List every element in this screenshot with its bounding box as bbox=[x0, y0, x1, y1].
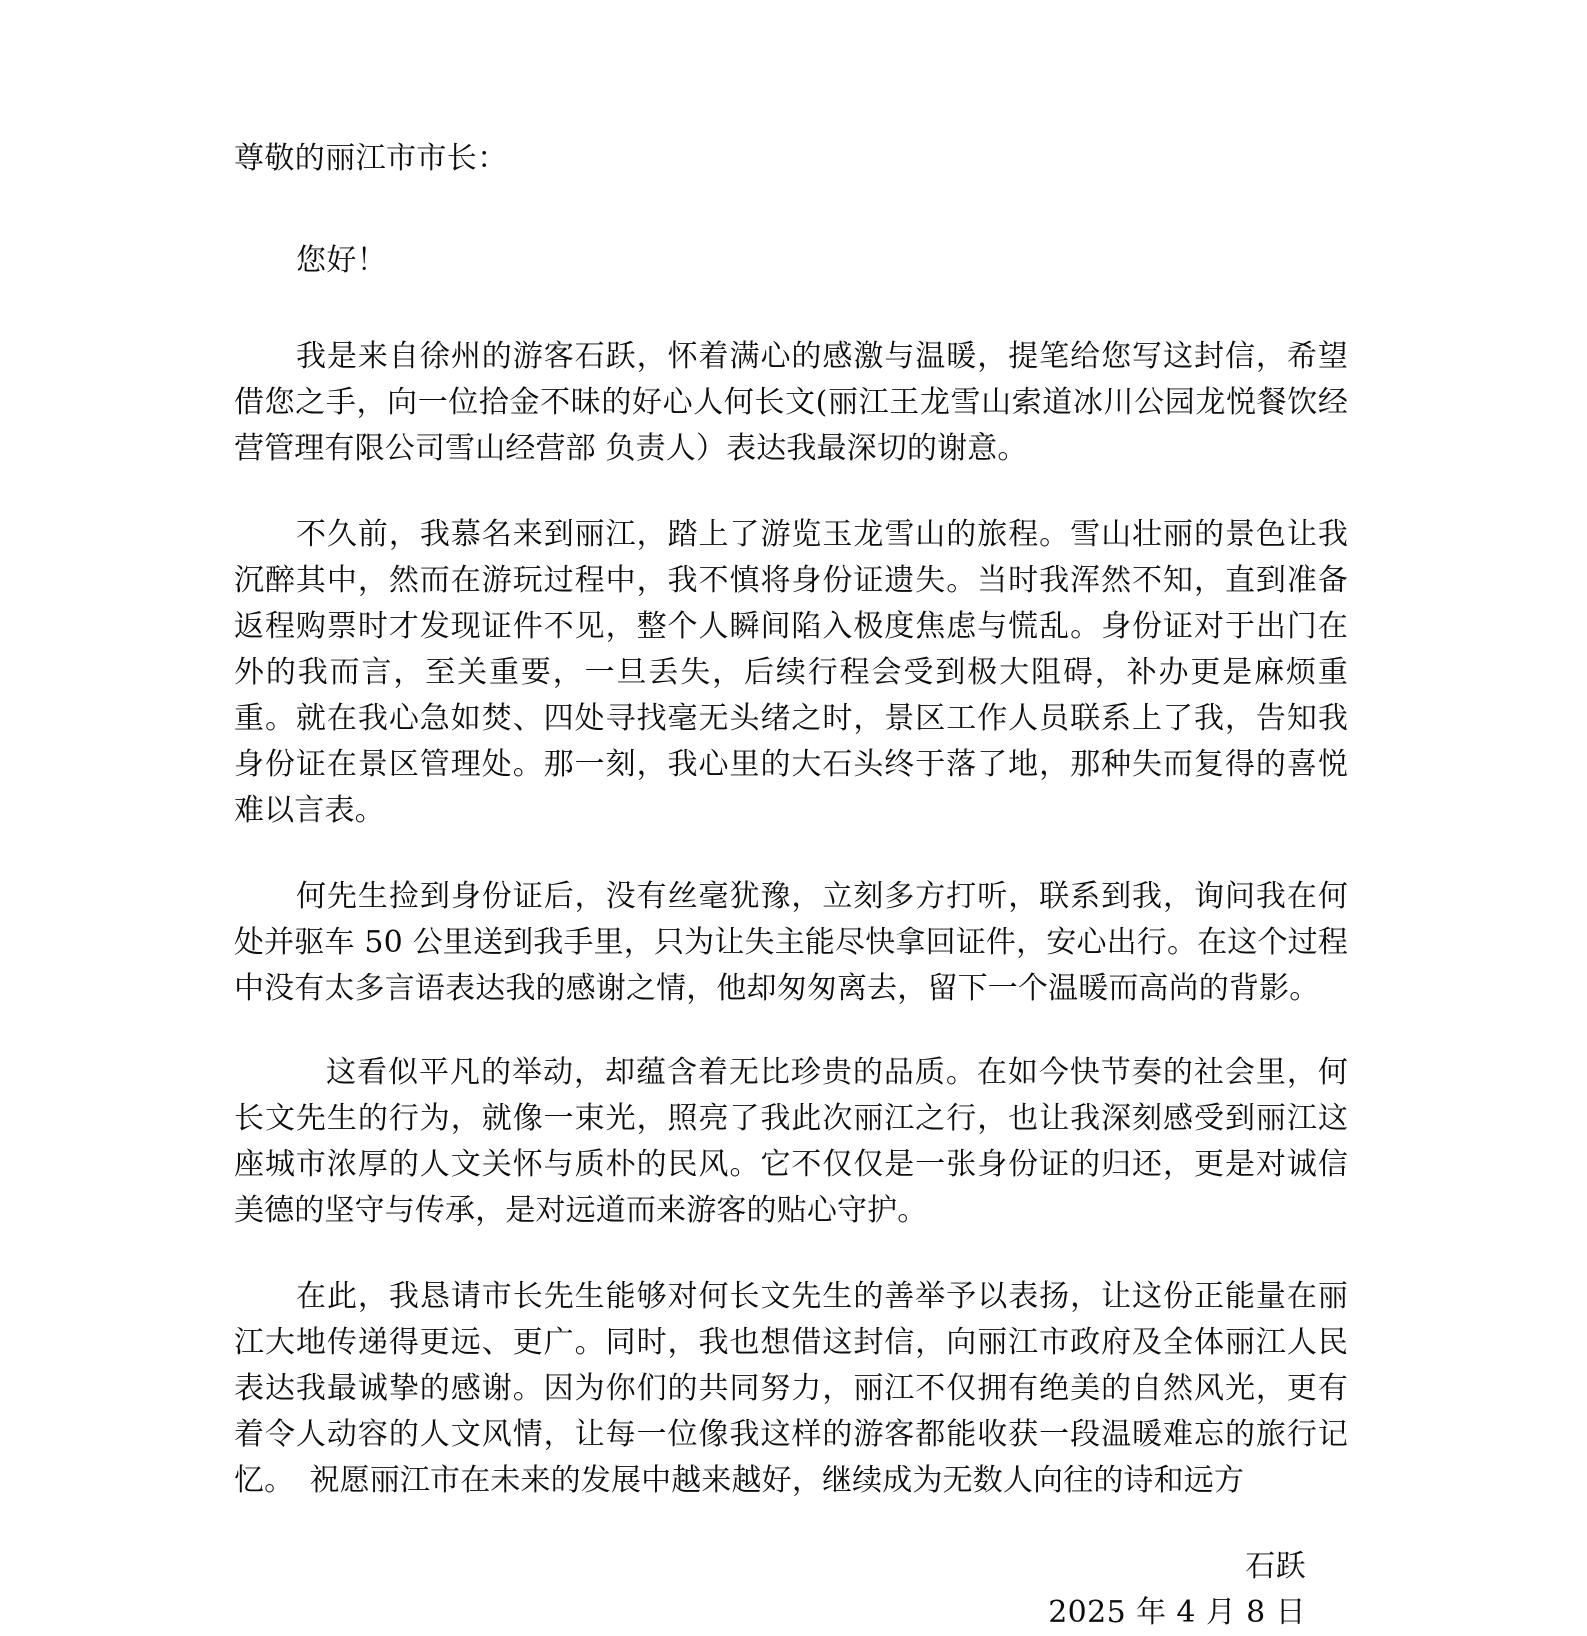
signature-date: 2025 年 4 月 8 日 bbox=[1048, 1595, 1306, 1630]
signature-name: 石跃 bbox=[1245, 1549, 1306, 1584]
letter-paragraph-3: 何先生捡到身份证后，没有丝毫犹豫，立刻多方打听，联系到我，询问我在何处并驱车 50 公里送到我手里，只为让失主能尽快拿回证件，安心出行。在这个过程中没有太多言语表达我的感谢之情，他却匆匆离去，留下一个温暖而高尚的背影。 bbox=[234, 879, 1348, 1006]
letter-salutation: 尊敬的丽江市市长： bbox=[234, 141, 508, 176]
letter-greeting: 您好！ bbox=[296, 243, 388, 278]
letter-paragraph-4: 这看似平凡的举动，却蕴含着无比珍贵的品质。在如今快节奏的社会里，何长文先生的行为，就像一束光，照亮了我此次丽江之行，也让我深刻感受到丽江这座城市浓厚的人文关怀与质朴的民风。它不仅仅是一张身份证的归还，更是对诚信美德的坚守与传承，是对远道而来游客的贴心守护。 bbox=[234, 1055, 1348, 1228]
letter-paragraph-5: 在此，我恳请市长先生能够对何长文先生的善举予以表扬，让这份正能量在丽江大地传递得更远、更广。同时，我也想借这封信，向丽江市政府及全体丽江人民表达我最诚挚的感谢。因为你们的共同努力，丽江不仅拥有绝美的自然风光，更有着令人动容的人文风情，让每一位像我这样的游客都能收获一段温暖难忘的旅行记忆。 祝愿丽江市在未来的发展中越来越好，继续成为无数人向往的诗和远方 bbox=[234, 1279, 1348, 1498]
signature-block bbox=[234, 1544, 1348, 1636]
letter-paragraph-2: 不久前，我慕名来到丽江，踏上了游览玉龙雪山的旅程。雪山壮丽的景色让我沉醉其中，然而在游玩过程中，我不慎将身份证遗失。当时我浑然不知，直到准备返程购票时才发现证件不见，整个人瞬间陷入极度焦虑与慌乱。身份证对于出门在外的我而言，至关重要，一旦丢失，后续行程会受到极大阻碍，补办更是麻烦重重。就在我心急如焚、四处寻找毫无头绪之时，景区工作人员联系上了我，告知我身份证在景区管理处。那一刻，我心里的大石头终于落了地，那种失而复得的喜悦难以言表。 bbox=[234, 517, 1348, 828]
letter-paragraph-1: 我是来自徐州的游客石跃，怀着满心的感激与温暖，提笔给您写这封信，希望借您之手，向一位拾金不昧的好心人何长文(丽江王龙雪山索道冰川公园龙悦餐饮经营管理有限公司雪山经营部 负责人）表达我最深切的谢意。 bbox=[234, 339, 1348, 466]
letter-body bbox=[234, 136, 1348, 1636]
